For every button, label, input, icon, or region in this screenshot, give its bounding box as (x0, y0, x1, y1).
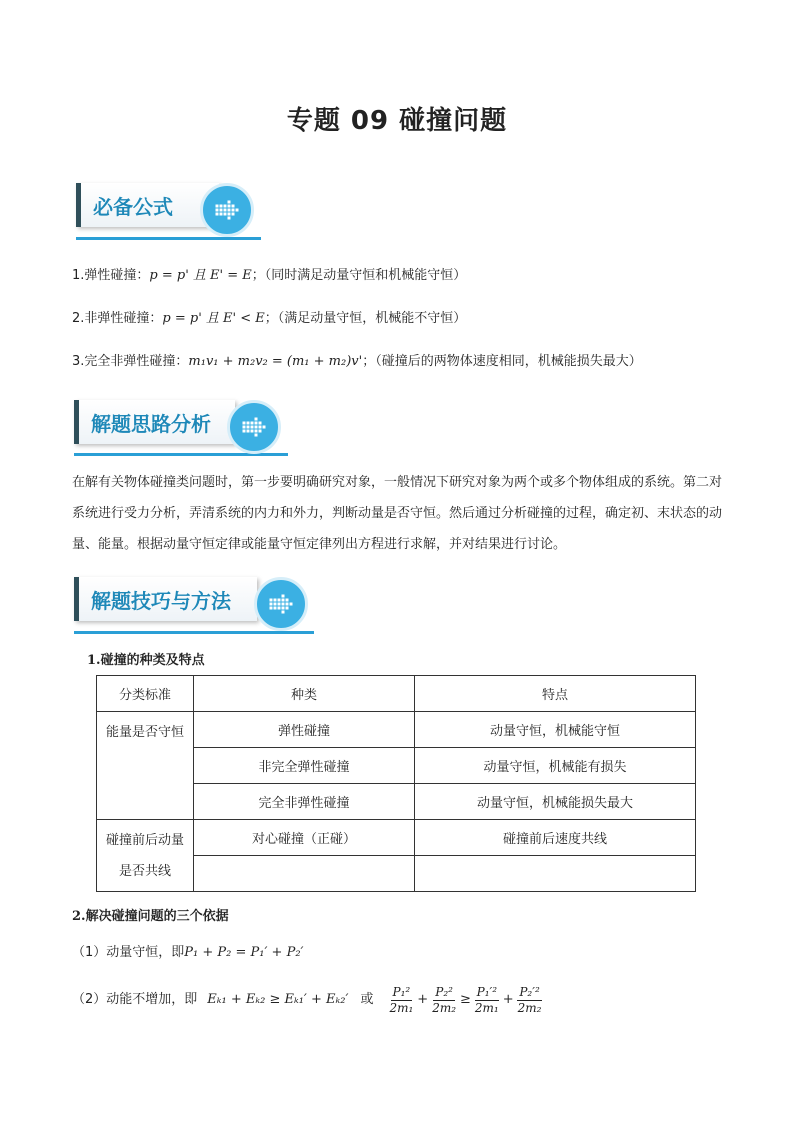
arrow-dot (255, 430, 258, 433)
arrow-dot (259, 422, 262, 425)
arrow-dot (232, 205, 235, 208)
arrow-dot (247, 422, 250, 425)
dotted-arrow-icon (257, 580, 305, 628)
section-title-methods: 解题技巧与方法 (74, 577, 257, 621)
arrow-dot (216, 205, 219, 208)
table-cell: 动量守恒，机械能损失最大 (415, 784, 696, 820)
table-group-cell: 碰撞前后动量是否共线 (97, 820, 194, 892)
arrow-dot (216, 209, 219, 212)
table-cell: 对心碰撞（正碰） (194, 820, 415, 856)
table-header-cell: 种类 (194, 676, 415, 712)
arrow-dot (243, 426, 246, 429)
arrow-dot (220, 205, 223, 208)
arrow-dot (224, 213, 227, 216)
arrow-dot (259, 426, 262, 429)
table-cell: 弹性碰撞 (194, 712, 415, 748)
section-title-analysis: 解题思路分析 (74, 400, 235, 444)
formula-1: 1.弹性碰撞：p = p' 且 E' = E；（同时满足动量守恒和机械能守恒） (72, 268, 467, 283)
arrow-dot (270, 599, 273, 602)
dotted-arrow-icon (203, 186, 251, 234)
arrow-dot (243, 422, 246, 425)
arrow-dot (236, 209, 239, 212)
arrow-dot (282, 603, 285, 606)
arrow-dot (274, 603, 277, 606)
table-cell: 碰撞前后速度共线 (415, 820, 696, 856)
arrow-dot (290, 603, 293, 606)
arrow-dot (286, 607, 289, 610)
formula-2: 2.非弹性碰撞：p = p' 且 E' < E；（满足动量守恒，机械能不守恒） (72, 311, 467, 326)
table-header-cell: 特点 (415, 676, 696, 712)
arrow-dot (224, 209, 227, 212)
fraction: $\frac{\text{P₁′²}}{\text{2m₁}}$ (474, 985, 499, 1015)
arrow-dot (255, 426, 258, 429)
table-cell (194, 856, 415, 892)
section-banner-methods (74, 577, 320, 633)
arrow-dot (274, 599, 277, 602)
collision-types-table (96, 675, 696, 892)
arrow-dot (220, 213, 223, 216)
basis-kinetic-energy: （2）动能不增加，即 Eₖ₁ + Eₖ₂ ≥ Eₖ₁′ + Eₖ₂′ 或 $\frac{\text{P₁²}}{\text{2m₁}}$ + $\frac{\text{P₂²}}{\text{2m₂}}$ ≥ $\frac{\text{P₁′²}}{\text{2m₁}}$ + $\frac{\text{P₂′²}}{\text{2m₂}}$ (72, 985, 542, 1015)
table-row (97, 712, 696, 748)
arrow-dot (255, 434, 258, 437)
arrow-dot (274, 607, 277, 610)
arrow-dot (282, 599, 285, 602)
arrow-dot (243, 430, 246, 433)
section-underline (76, 237, 261, 240)
arrow-badge-icon (200, 183, 254, 237)
arrow-badge-icon (227, 400, 281, 454)
basis-momentum: （1）动量守恒，即P₁ + P₂ = P₁′ + P₂′ (72, 945, 304, 960)
arrow-dot (286, 599, 289, 602)
arrow-dot (232, 209, 235, 212)
table-cell: 动量守恒，机械能守恒 (415, 712, 696, 748)
subheading-collision-types: 1.碰撞的种类及特点 (87, 653, 205, 668)
arrow-dot (278, 599, 281, 602)
arrow-dot (228, 213, 231, 216)
arrow-dot (263, 426, 266, 429)
section-banner-analysis (74, 400, 294, 456)
geq-sign: ≥ (460, 992, 471, 1008)
table-group-cell: 能量是否守恒 (97, 712, 194, 820)
arrow-dot (282, 607, 285, 610)
table-cell (415, 856, 696, 892)
dotted-arrow-icon (230, 403, 278, 451)
arrow-dot (259, 430, 262, 433)
table-header-row (97, 676, 696, 712)
arrow-dot (251, 430, 254, 433)
arrow-dot (220, 209, 223, 212)
section-banner-formulas (76, 183, 266, 239)
arrow-dot (255, 418, 258, 421)
arrow-dot (228, 201, 231, 204)
fraction: $\frac{\text{P₂′²}}{\text{2m₂}}$ (517, 985, 542, 1015)
arrow-dot (282, 611, 285, 614)
arrow-dot (247, 426, 250, 429)
fraction: $\frac{\text{P₁²}}{\text{2m₁}}$ (389, 985, 414, 1015)
analysis-paragraph: 在解有关物体碰撞类问题时，第一步要明确研究对象，一般情况下研究对象为两个或多个物体组成的系统。第二对系统进行受力分析，弄清系统的内力和外力，判断动量是否守恒。然后通过分析碰撞的过程，确定初、末状态的动量、能量。根据动量守恒定律或能量守恒定律列出方程进行求解，并对结果进行讨论。 (72, 475, 723, 552)
arrow-dot (270, 603, 273, 606)
arrow-badge-icon (254, 577, 308, 631)
arrow-dot (282, 595, 285, 598)
arrow-dot (224, 205, 227, 208)
page-title: 专题 09 碰撞问题 (286, 106, 508, 136)
formula-3: 3.完全非弹性碰撞：m₁v₁ + m₂v₂ = (m₁ + m₂)v'；（碰撞后的两物体速度相同，机械能损失最大） (72, 354, 642, 369)
arrow-dot (251, 426, 254, 429)
arrow-dot (278, 603, 281, 606)
subheading-three-bases: 2.解决碰撞问题的三个依据 (72, 909, 229, 924)
table-cell: 完全非弹性碰撞 (194, 784, 415, 820)
fraction: $\frac{\text{P₂²}}{\text{2m₂}}$ (432, 985, 457, 1015)
table-cell: 动量守恒，机械能有损失 (415, 748, 696, 784)
arrow-dot (270, 607, 273, 610)
arrow-dot (286, 603, 289, 606)
plus-sign: + (417, 992, 429, 1008)
table-cell: 非完全弹性碰撞 (194, 748, 415, 784)
arrow-dot (228, 217, 231, 220)
arrow-dot (247, 430, 250, 433)
arrow-dot (228, 209, 231, 212)
section-title-formulas: 必备公式 (76, 183, 219, 227)
plus-sign: + (502, 992, 514, 1008)
arrow-dot (251, 422, 254, 425)
arrow-dot (216, 213, 219, 216)
arrow-dot (255, 422, 258, 425)
table-row (97, 820, 696, 856)
arrow-dot (278, 607, 281, 610)
arrow-dot (228, 205, 231, 208)
arrow-dot (232, 213, 235, 216)
table-header-cell: 分类标准 (97, 676, 194, 712)
